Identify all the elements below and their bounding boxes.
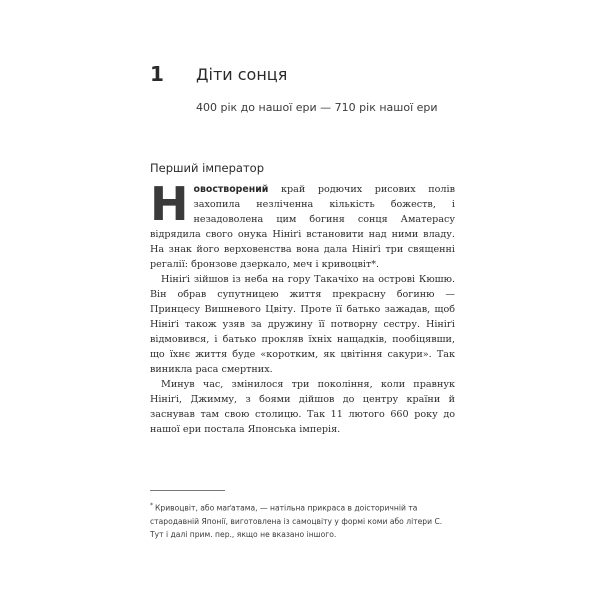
chapter-date-range: 400 рік до нашої ери — 710 рік нашої ери <box>196 101 438 114</box>
paragraph-3: Минув час, змінилося три покоління, коли правнук Нініґі, Джимму, з боями дійшов до центру країни й заснував там свою столицю. Так 11 лютого 660 року до нашої ери постала Японська імперія. <box>150 379 455 435</box>
chapter-title: Діти сонця <box>196 65 288 84</box>
footnote-text: Кривоцвіт, або маґатама, — натільна прикраса в доісторичній та стародавній Японії, виготовлена із самоцвіту у формі коми або літери С. Тут і далі прим. пер., якщо не вказано іншого. <box>150 503 443 539</box>
footnote-divider <box>150 490 225 491</box>
paragraph-1 <box>150 177 455 272</box>
drop-cap: Н <box>150 177 189 231</box>
paragraph-1-text: край родючих рисових полів захопила незліченна кількість божеств, і незадоволена цим богиня сонця Аматерасу відрядила свого онука Нініґі встановити над ними владу. На знак його верховенства вона дала Нініґі три священні регалії: бронзове дзеркало, меч і кривоцвіт*. <box>150 184 455 270</box>
paragraph-2: Нініґі зійшов із неба на гору Такачіхо на острові Кюшю. Він обрав супутницею життя прекрасну богиню — Принцесу Вишневого Цвіту. Проте її батько зажадав, щоб Нініґі також узяв за дружину її потворну сестру. Нініґі відмовився, і батько прокляв їхніх нащадків, пообіцявши, що їхнє життя буде «коротким, як цвітіння сакури». Так виникла раса смертних. <box>150 274 455 375</box>
footnote <box>150 499 455 541</box>
footnote-marker: * <box>150 502 153 509</box>
chapter-number: 1 <box>150 62 164 86</box>
section-heading: Перший імператор <box>150 161 264 175</box>
body-text <box>150 177 455 437</box>
lead-word: овостворений <box>193 184 269 195</box>
